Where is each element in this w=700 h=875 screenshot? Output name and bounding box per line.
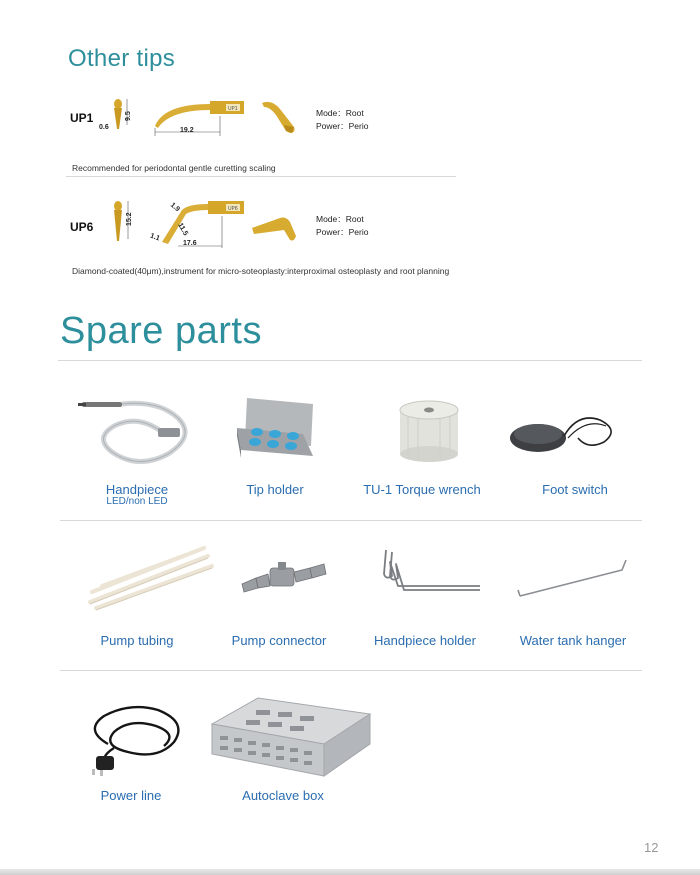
- other-tips-title: Other tips: [68, 45, 176, 72]
- spare-part-label-pump-connector: Pump connector: [231, 633, 327, 648]
- row-divider-2: [60, 670, 642, 671]
- tip-up6-mode-text: Mode：Root: [316, 214, 364, 224]
- tip-up1-mode: [316, 107, 368, 133]
- tip-up1-photo: [258, 97, 302, 137]
- tip-up6-photo: [250, 208, 302, 244]
- tip-up1-description: Recommended for periodontal gentle curetting scaling: [72, 163, 276, 173]
- dim-up6-height: 15.2: [126, 212, 133, 226]
- tip-up6-mode: [316, 213, 368, 239]
- tip-up1-mode-text: Mode：Root: [316, 108, 364, 118]
- spare-part-label-autoclave-box: Autoclave box: [242, 788, 324, 803]
- up1-engraving: UP1: [228, 106, 238, 112]
- tip-code-up1: UP1: [70, 111, 94, 125]
- spare-parts-title: Spare parts: [60, 310, 262, 352]
- tip-up6-side-diagram: [148, 196, 250, 250]
- section-divider: [58, 360, 642, 361]
- foot-switch-image: [508, 408, 620, 456]
- footer-bar: [0, 869, 700, 875]
- dim-up6-c: 11.5: [176, 222, 189, 237]
- torque-wrench-image: [394, 396, 464, 466]
- spare-part-label-pump-tubing: Pump tubing: [100, 633, 174, 648]
- up6-engraving: UP6: [228, 206, 238, 212]
- spare-part-label-water-tank-hanger: Water tank hanger: [519, 633, 627, 648]
- spare-part-label-power-line: Power line: [100, 788, 162, 803]
- dim-up6-length: 17.6: [183, 240, 197, 247]
- page-number: 12: [644, 840, 659, 855]
- spare-part-label-handpiece: Handpiece: [105, 482, 169, 497]
- tip-divider: [66, 176, 456, 177]
- dim-up6-a: 1.9: [168, 201, 181, 214]
- handpiece-image: [78, 392, 204, 472]
- dim-up1-tip: 0.6: [99, 124, 109, 131]
- spare-part-label-tip-holder: Tip holder: [246, 482, 304, 497]
- dim-up6-b: 1.1: [149, 232, 161, 243]
- tip-code-up6: UP6: [70, 220, 94, 234]
- tip-up1-side-diagram: [150, 96, 250, 138]
- tip-up6-description: Diamond-coated(40μm),instrument for micro-soteoplasty:interproximal osteoplasty and root planning: [72, 266, 450, 276]
- tip-up6-power-text: Power：Perio: [316, 227, 369, 237]
- spare-part-label-torque-wrench: TU-1 Torque wrench: [363, 482, 481, 497]
- dim-up1-height: 9.5: [125, 111, 132, 121]
- spare-part-label-foot-switch: Foot switch: [542, 482, 608, 497]
- handpiece-holder-image: [378, 546, 484, 596]
- dim-up1-length: 19.2: [180, 127, 194, 134]
- tip-up1-power-text: Power：Perio: [316, 121, 369, 131]
- pump-connector-image: [240, 560, 340, 594]
- water-tank-hanger-image: [516, 556, 630, 600]
- spare-part-label-handpiece-holder: Handpiece holder: [374, 633, 476, 648]
- pump-tubing-image: [86, 542, 214, 612]
- power-line-image: [78, 700, 190, 776]
- row-divider-1: [60, 520, 642, 521]
- autoclave-box-image: [206, 694, 374, 780]
- tip-holder-image: [233, 394, 319, 466]
- spare-part-sublabel-handpiece: LED/non LED: [106, 496, 168, 507]
